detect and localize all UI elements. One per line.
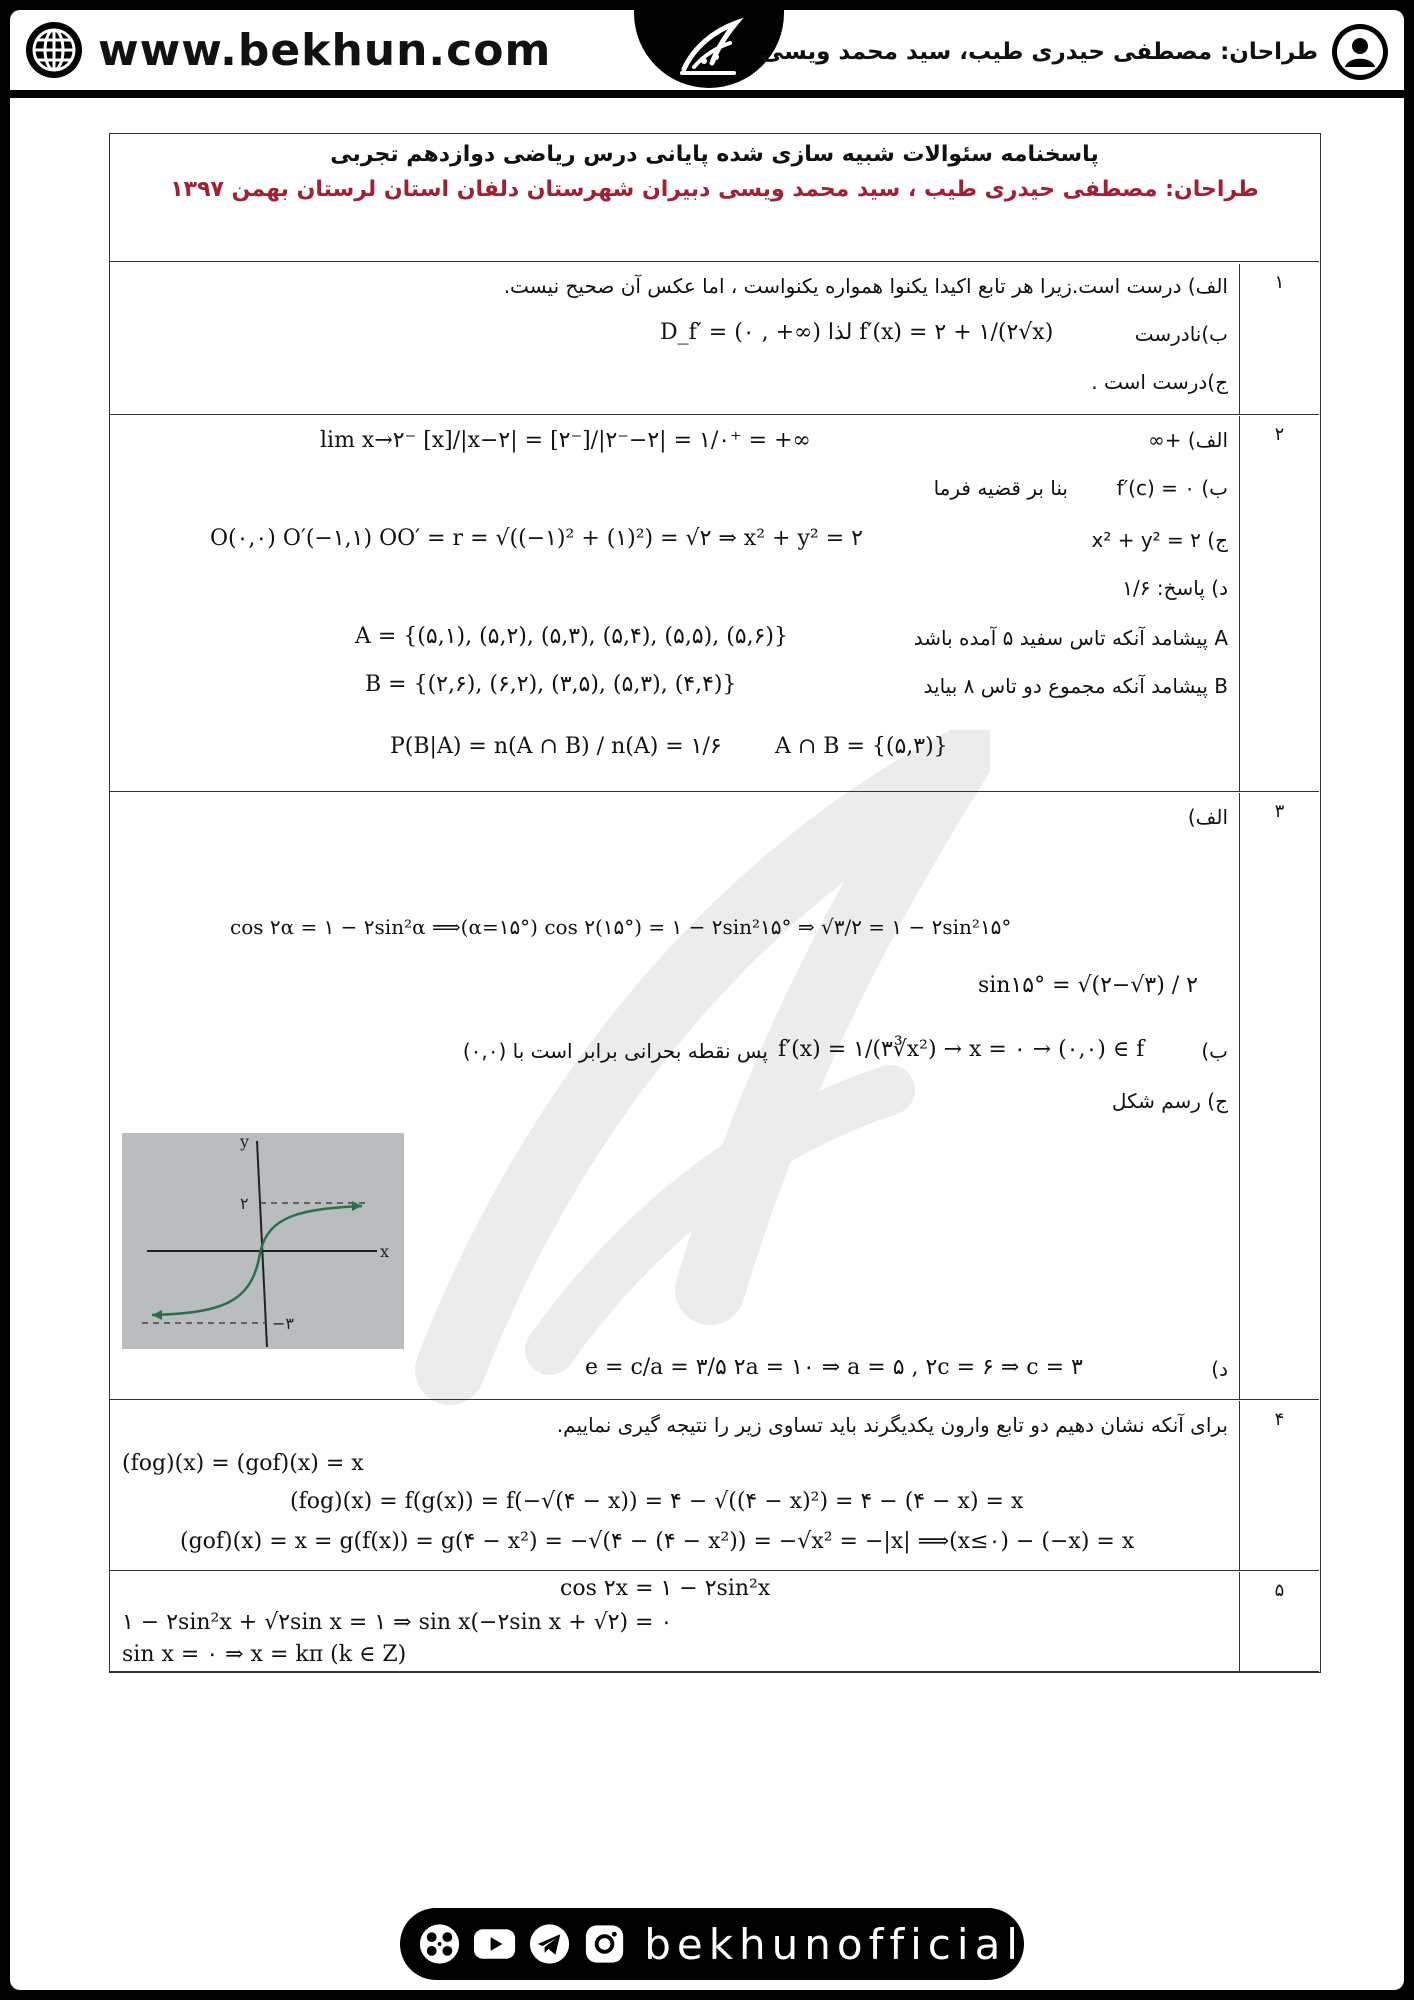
tick-2: ۲	[240, 1194, 249, 1213]
graph-svg	[122, 1133, 404, 1349]
q2-AB-math: A ∩ B = {(۵,۳)}	[775, 734, 948, 759]
q2-A-math: A = {(۵,۱), (۵,۲), (۵,۳), (۵,۴), (۵,۵), (۵,۶)}	[355, 624, 788, 649]
q3-b-label: ب)	[1201, 1039, 1228, 1063]
q5-m1: cos ۲x = ۱ − ۲sin²x	[560, 1576, 771, 1601]
q2-a-math: lim x→۲⁻ [x]/|x−۲| = [۲⁻]/|۲⁻−۲| = ۱/۰⁺ = +∞	[320, 428, 811, 453]
q4-m3: (gof)(x) = x = g(f(x)) = g(۴ − x²) = −√(۴ − (۴ − x²)) = −√x² = −|x| ⟹(x≤۰) − (−x) = x	[180, 1529, 1135, 1554]
q2-A-text: A پیشامد آنکه تاس سفید ۵ آمده باشد	[913, 626, 1228, 650]
question-row-1	[110, 264, 1319, 415]
question-content	[110, 1401, 1238, 1570]
sheet-title: پاسخنامه سئوالات شبیه سازی شده پایانی درس ریاضی دوازدهم تجربی	[330, 142, 1099, 167]
header-authors	[761, 22, 1390, 82]
question-row-3	[110, 793, 1319, 1400]
question-number: ۲	[1239, 416, 1319, 791]
page	[10, 10, 1404, 1990]
q3-d-label: د)	[1211, 1357, 1228, 1381]
q3-b-text: پس نقطه بحرانی برابر است با (۰,۰)	[462, 1039, 768, 1063]
q2-c-label: ج) x² + y² = ۲	[1091, 528, 1228, 552]
curve-arrow-left	[152, 1310, 162, 1320]
q3-d-math: e = c/a = ۳/۵ ۲a = ۱۰ ⇒ a = ۵ , ۲c = ۶ ⇒ c = ۳	[585, 1355, 1083, 1380]
q3-a-math2: sin۱۵° = √(۲−√۳) / ۲	[977, 973, 1198, 998]
q2-B-text: B پیشامد آنکه مجموع دو تاس ۸ بیاید	[923, 674, 1228, 698]
question-number: ۴	[1239, 1401, 1319, 1570]
q3-a: الف)	[1187, 805, 1228, 829]
y-label: y	[240, 1133, 250, 1151]
user-icon	[1330, 22, 1390, 82]
instagram-icon[interactable]	[581, 1920, 628, 1968]
q1-b-math: D_f′ = (۰ , +∞) لذا f′(x) = ۲ + ۱/(۲√x)	[660, 320, 1054, 345]
q2-b-text: بنا بر قضیه فرما	[933, 476, 1068, 500]
function-graph	[122, 1133, 404, 1349]
q4-intro: برای آنکه نشان دهیم دو تابع وارون یکدیگرند باید تساوی زیر را نتیجه گیری نماییم.	[556, 1413, 1228, 1437]
question-content	[110, 793, 1238, 1399]
youtube-icon[interactable]	[471, 1920, 518, 1968]
q5-m3: sin x = ۰ ⇒ x = kπ (k ∈ Z)	[122, 1642, 407, 1667]
question-content	[110, 264, 1238, 414]
question-content	[110, 1572, 1238, 1671]
header	[10, 10, 1404, 90]
tick-minus-3: −۳	[272, 1314, 294, 1333]
sheet-title-block	[110, 134, 1319, 262]
globe-icon	[24, 20, 84, 80]
q2-B-math: B = {(۲,۶), (۶,۲), (۳,۵), (۵,۳), (۴,۴)}	[365, 672, 737, 697]
q3-c: ج) رسم شکل	[1111, 1089, 1228, 1113]
answer-sheet	[109, 133, 1321, 1673]
site-url[interactable]: www.bekhun.com	[98, 24, 552, 76]
sheet-subtitle: طراحان: مصطفی حیدری طیب ، سید محمد ویسی دبیران شهرستان دلفان استان لرستان بهمن ۱۳۹۷	[170, 177, 1259, 202]
q1-a: الف) درست است.زیرا هر تابع اکیدا یکنوا همواره یکنواست ، اما عکس آن صحیح نیست.	[503, 274, 1228, 298]
q4-m1: (fog)(x) = (gof)(x) = x	[122, 1451, 364, 1476]
x-label: x	[380, 1242, 390, 1261]
question-number: ۵	[1239, 1572, 1319, 1671]
social-handle[interactable]: bekhunofficial	[644, 1919, 1024, 1969]
question-number: ۱	[1239, 264, 1319, 414]
function-curve	[152, 1206, 362, 1315]
header-divider	[10, 90, 1404, 98]
q2-c-math: O(۰,۰) O′(−۱,۱) OO′ = r = √((−۱)² + (۱)²) = √۲ ⇒ x² + y² = ۲	[210, 526, 863, 551]
q5-m2: ۱ − ۲sin²x + √۲sin x = ۱ ⇒ sin x(−۲sin x + √۲) = ۰	[122, 1610, 673, 1635]
site-brand[interactable]	[24, 20, 551, 80]
question-row-4	[110, 1401, 1319, 1571]
q3-b-math: f′(x) = ۱/(۳∛x²) → x = ۰ → (۰,۰) ∈ f	[778, 1037, 1145, 1062]
q2-a-label: الف) +∞	[1148, 428, 1228, 452]
telegram-icon[interactable]	[526, 1920, 573, 1968]
q2-P-math: P(B|A) = n(A ∩ B) / n(A) = ۱/۶	[390, 734, 722, 759]
q4-m2: (fog)(x) = f(g(x)) = f(−√(۴ − x)) = ۴ − √((۴ − x)²) = ۴ − (۴ − x) = x	[290, 1489, 1024, 1514]
q2-d: د) پاسخ: ۱/۶	[1122, 576, 1228, 600]
q3-a-math1: cos ۲α = ۱ − ۲sin²α ⟹(α=۱۵°) cos ۲(۱۵°) = ۱ − ۲sin²۱۵° ⇒ √۳/۲ = ۱ − ۲sin²۱۵°	[230, 915, 1012, 939]
q1-c: ج)درست است .	[1091, 370, 1228, 394]
social-footer	[400, 1908, 1024, 1980]
logo-icon	[664, 17, 754, 81]
question-content	[110, 416, 1238, 791]
question-number: ۳	[1239, 793, 1319, 1399]
question-row-2	[110, 416, 1319, 792]
q1-b-label: ب)نادرست	[1134, 322, 1228, 346]
q2-b-label: ب) f′(c) = ۰	[1116, 476, 1228, 500]
question-row-5	[110, 1572, 1319, 1672]
authors-label: طراحان: مصطفی حیدری طیب، سید محمد ویسی	[760, 39, 1318, 65]
aparat-icon[interactable]	[416, 1920, 463, 1968]
